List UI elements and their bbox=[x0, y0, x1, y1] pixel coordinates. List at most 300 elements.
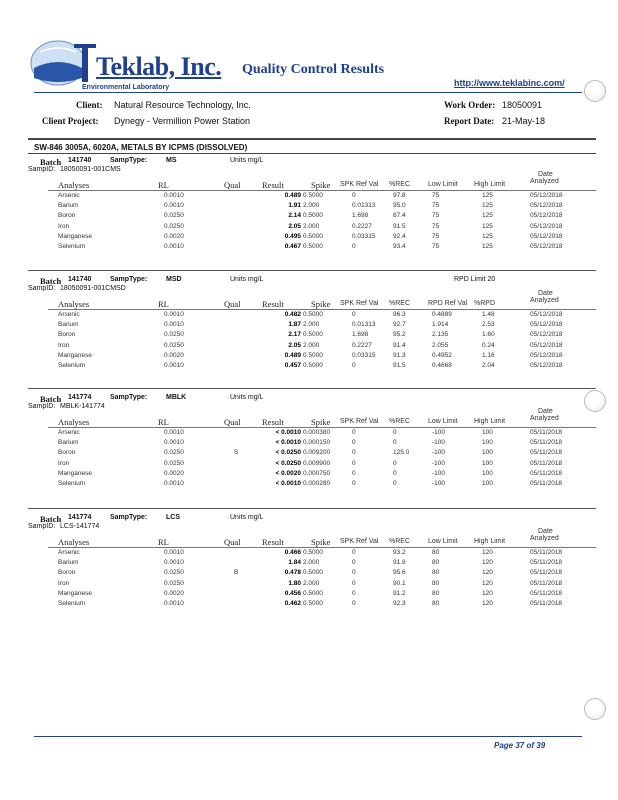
report-date-value: 21-May-18 bbox=[502, 116, 546, 126]
spk-ref-cell: 0.01313 bbox=[352, 202, 376, 210]
column-header: Spike bbox=[311, 180, 331, 190]
spk-ref-cell: 0.01313 bbox=[352, 321, 376, 329]
table-row bbox=[40, 480, 600, 490]
high-cell: 125 bbox=[482, 212, 493, 220]
batch-label: Batch bbox=[40, 514, 62, 524]
column-header: Result bbox=[262, 180, 284, 190]
analyte-cell: Iron bbox=[58, 341, 70, 349]
column-header: High Limit bbox=[474, 538, 506, 545]
table-row bbox=[40, 460, 600, 470]
high-cell: 2.04 bbox=[482, 362, 495, 369]
sampid-label: SampID: bbox=[28, 403, 56, 410]
batch-number: 141740 bbox=[68, 276, 92, 283]
result-cell: 1.80 bbox=[288, 579, 301, 587]
spike-cell: 0.5000 bbox=[303, 192, 323, 199]
spike-cell: 2.000 bbox=[303, 321, 320, 329]
high-cell: 1.48 bbox=[482, 311, 495, 318]
footer-divider bbox=[34, 736, 582, 737]
date-cell: 05/12/2018 bbox=[530, 351, 563, 359]
spike-cell: 0.5000 bbox=[303, 600, 323, 607]
high-cell: 120 bbox=[482, 549, 493, 556]
table-row bbox=[40, 549, 600, 559]
low-cell: -100 bbox=[432, 449, 446, 457]
column-header: Analyses bbox=[58, 180, 90, 190]
rl-cell: 0.0020 bbox=[164, 469, 184, 477]
method-top-rule bbox=[28, 138, 596, 140]
sampid-value: LCS-141774 bbox=[60, 523, 100, 530]
analyte-cell: Manganese bbox=[58, 232, 92, 240]
rl-cell: 0.0020 bbox=[164, 589, 184, 597]
high-cell: 125 bbox=[482, 222, 493, 230]
high-cell: 120 bbox=[482, 559, 493, 567]
rec-cell: 92.7 bbox=[393, 321, 406, 329]
rpd-limit: RPD Limit 20 bbox=[454, 276, 496, 283]
analyte-cell: Boron bbox=[58, 212, 76, 220]
header-rule bbox=[48, 309, 596, 310]
rec-cell: 96.3 bbox=[393, 311, 406, 318]
column-header: Spike bbox=[311, 537, 331, 547]
logo-name: Teklab, Inc. bbox=[96, 52, 222, 81]
spk-ref-cell: 0.03315 bbox=[352, 351, 376, 359]
logo-subtitle: Environmental Laboratory bbox=[82, 84, 170, 91]
spk-ref-cell: 0 bbox=[352, 589, 356, 597]
column-header: RL bbox=[158, 537, 169, 547]
samptype-label: SampType: bbox=[110, 514, 148, 521]
column-header: Result bbox=[262, 537, 284, 547]
column-header: Analyses bbox=[58, 299, 90, 309]
column-header: %REC bbox=[389, 300, 411, 307]
spike-cell: 0.000750 bbox=[303, 469, 331, 477]
samptype-label: SampType: bbox=[110, 394, 148, 401]
date-cell: 05/12/2018 bbox=[530, 321, 563, 329]
column-header: %REC bbox=[389, 538, 411, 545]
samptype-label: SampType: bbox=[110, 276, 148, 283]
table-row bbox=[40, 321, 600, 331]
high-cell: 100 bbox=[482, 469, 493, 477]
rl-cell: 0.0010 bbox=[164, 311, 184, 318]
result-cell: 2.05 bbox=[288, 222, 301, 230]
date-cell: 05/11/2018 bbox=[530, 459, 563, 467]
result-cell: 0.456 bbox=[284, 589, 301, 597]
rl-cell: 0.0020 bbox=[164, 351, 184, 359]
column-header: Qual bbox=[224, 299, 241, 309]
rec-cell: 95.6 bbox=[393, 569, 406, 577]
high-cell: 100 bbox=[482, 480, 493, 487]
low-cell: -100 bbox=[432, 439, 446, 447]
table-row bbox=[40, 192, 600, 202]
analyte-cell: Selenium bbox=[58, 362, 86, 369]
spike-cell: 0.5000 bbox=[303, 569, 323, 577]
report-date-label: Report Date: bbox=[444, 116, 495, 126]
spike-cell: 2.000 bbox=[303, 559, 320, 567]
rl-cell: 0.0010 bbox=[164, 192, 184, 199]
column-header: Analyses bbox=[58, 537, 90, 547]
table-row bbox=[40, 470, 600, 480]
samptype-label: SampType: bbox=[110, 157, 148, 164]
result-cell: 2.17 bbox=[288, 331, 301, 339]
rec-cell: 125.0 bbox=[393, 449, 410, 457]
high-cell: 1.16 bbox=[482, 351, 495, 359]
column-header: Analyzed bbox=[530, 178, 559, 185]
spike-cell: 0.5000 bbox=[303, 549, 323, 556]
spk-ref-cell: 0 bbox=[352, 449, 356, 457]
sampid-value: MBLK-141774 bbox=[60, 403, 105, 410]
batch-number: 141740 bbox=[68, 157, 92, 164]
batch-separator bbox=[28, 508, 596, 509]
batch-number: 141774 bbox=[68, 394, 92, 401]
analyte-cell: Arsenic bbox=[58, 192, 80, 199]
high-cell: 1.60 bbox=[482, 331, 495, 339]
low-cell: -100 bbox=[432, 480, 446, 487]
rl-cell: 0.0010 bbox=[164, 202, 184, 210]
column-header: Low Limit bbox=[428, 181, 458, 188]
result-cell: < 0.0010 bbox=[275, 480, 301, 487]
samptype-value: LCS bbox=[166, 514, 180, 521]
spk-ref-cell: 0 bbox=[352, 469, 356, 477]
table-row bbox=[40, 580, 600, 590]
date-cell: 05/12/2018 bbox=[530, 202, 563, 210]
column-header: SPK Ref Val bbox=[340, 181, 379, 188]
batch-label: Batch bbox=[40, 276, 62, 286]
result-cell: < 0.0250 bbox=[275, 459, 301, 467]
result-cell: 0.478 bbox=[284, 569, 301, 577]
rec-cell: 92.4 bbox=[393, 232, 406, 240]
date-cell: 05/12/2018 bbox=[530, 222, 563, 230]
column-header: SPK Ref Val bbox=[340, 538, 379, 545]
spk-ref-cell: 0 bbox=[352, 439, 356, 447]
sampid-value: 18050091-001CMS bbox=[60, 166, 121, 173]
column-header: Low Limit bbox=[428, 538, 458, 545]
samptype-value: MBLK bbox=[166, 394, 187, 401]
column-header: Analyzed bbox=[530, 415, 559, 422]
method-title: SW-846 3005A, 6020A, METALS BY ICPMS (DISSOLVED) bbox=[34, 143, 248, 152]
rl-cell: 0.0250 bbox=[164, 449, 184, 457]
low-cell: -100 bbox=[432, 429, 446, 436]
method-bottom-rule bbox=[28, 153, 596, 154]
spk-ref-cell: 0 bbox=[352, 579, 356, 587]
low-cell: 2.055 bbox=[432, 341, 449, 349]
rl-cell: 0.0010 bbox=[164, 243, 184, 250]
high-cell: 0.24 bbox=[482, 341, 495, 349]
rl-cell: 0.0010 bbox=[164, 549, 184, 556]
low-cell: 80 bbox=[432, 559, 440, 567]
result-cell: < 0.0010 bbox=[275, 429, 301, 436]
rl-cell: 0.0250 bbox=[164, 222, 184, 230]
table-row bbox=[40, 449, 600, 459]
rl-cell: 0.0010 bbox=[164, 362, 184, 369]
analyte-cell: Iron bbox=[58, 459, 70, 467]
table-row bbox=[40, 569, 600, 579]
spike-cell: 0.000150 bbox=[303, 439, 331, 447]
low-cell: -100 bbox=[432, 469, 446, 477]
spk-ref-cell: 0 bbox=[352, 192, 356, 199]
column-header: RL bbox=[158, 417, 169, 427]
rec-cell: 97.8 bbox=[393, 192, 406, 199]
column-header: High Limit bbox=[474, 181, 506, 188]
sampid-label: SampID: bbox=[28, 285, 56, 292]
spk-ref-cell: 0 bbox=[352, 429, 356, 436]
spk-ref-cell: 0 bbox=[352, 549, 356, 556]
table-row bbox=[40, 212, 600, 222]
high-cell: 125 bbox=[482, 243, 493, 250]
spike-cell: 2.000 bbox=[303, 202, 320, 210]
sampid-label: SampID: bbox=[28, 523, 56, 530]
rec-cell: 0 bbox=[393, 429, 397, 436]
rl-cell: 0.0010 bbox=[164, 429, 184, 436]
analyte-cell: Boron bbox=[58, 569, 76, 577]
rec-cell: 91.5 bbox=[393, 362, 406, 369]
table-row bbox=[40, 439, 600, 449]
batch-block bbox=[28, 394, 600, 510]
date-cell: 05/12/2018 bbox=[530, 362, 563, 369]
teklab-logo-globe-icon bbox=[30, 38, 100, 88]
high-cell: 125 bbox=[482, 202, 493, 210]
rl-cell: 0.0020 bbox=[164, 232, 184, 240]
result-cell: 1.84 bbox=[288, 559, 301, 567]
low-cell: 75 bbox=[432, 232, 440, 240]
column-header: Qual bbox=[224, 180, 241, 190]
rec-cell: 87.4 bbox=[393, 212, 406, 220]
column-header: Spike bbox=[311, 299, 331, 309]
rec-cell: 95.2 bbox=[393, 331, 406, 339]
rec-cell: 0 bbox=[393, 439, 397, 447]
rl-cell: 0.0010 bbox=[164, 439, 184, 447]
low-cell: 75 bbox=[432, 243, 440, 250]
rec-cell: 95.0 bbox=[393, 202, 406, 210]
table-row bbox=[40, 362, 600, 372]
analyte-cell: Iron bbox=[58, 222, 70, 230]
units-label: Units mg/L bbox=[230, 157, 264, 164]
batch-number: 141774 bbox=[68, 514, 92, 521]
spk-ref-cell: 0 bbox=[352, 569, 356, 577]
punch-hole-icon bbox=[584, 390, 606, 412]
low-cell: 75 bbox=[432, 212, 440, 220]
column-header: %REC bbox=[389, 181, 411, 188]
batch-label: Batch bbox=[40, 157, 62, 167]
punch-hole-icon bbox=[584, 80, 606, 102]
column-header: Spike bbox=[311, 417, 331, 427]
table-row bbox=[40, 559, 600, 569]
spike-cell: 0.5000 bbox=[303, 331, 323, 339]
rl-cell: 0.0250 bbox=[164, 341, 184, 349]
date-cell: 05/12/2018 bbox=[530, 341, 563, 349]
analyte-cell: Selenium bbox=[58, 600, 86, 607]
analyte-cell: Manganese bbox=[58, 351, 92, 359]
date-cell: 05/11/2018 bbox=[530, 549, 563, 556]
high-cell: 125 bbox=[482, 192, 493, 199]
analyte-cell: Boron bbox=[58, 449, 76, 457]
column-header: Date bbox=[538, 290, 553, 297]
low-cell: 75 bbox=[432, 192, 440, 199]
column-header: %REC bbox=[389, 418, 411, 425]
date-cell: 05/11/2018 bbox=[530, 579, 563, 587]
result-cell: < 0.0020 bbox=[275, 469, 301, 477]
low-cell: 80 bbox=[432, 549, 440, 556]
low-cell: 75 bbox=[432, 222, 440, 230]
table-row bbox=[40, 600, 600, 610]
spk-ref-cell: 1.698 bbox=[352, 212, 369, 220]
analyte-cell: Iron bbox=[58, 579, 70, 587]
column-header: Analyzed bbox=[530, 535, 559, 542]
low-cell: 80 bbox=[432, 579, 440, 587]
column-header: High Limit bbox=[474, 418, 506, 425]
spike-cell: 0.5000 bbox=[303, 589, 323, 597]
column-header: Date bbox=[538, 171, 553, 178]
table-row bbox=[40, 352, 600, 362]
rl-cell: 0.0250 bbox=[164, 459, 184, 467]
analyte-cell: Arsenic bbox=[58, 311, 80, 318]
spike-cell: 0.5000 bbox=[303, 243, 323, 250]
units-label: Units mg/L bbox=[230, 276, 264, 283]
spk-ref-cell: 0 bbox=[352, 311, 356, 318]
spk-ref-cell: 0 bbox=[352, 600, 356, 607]
date-cell: 05/12/2018 bbox=[530, 212, 563, 220]
analyte-cell: Barium bbox=[58, 559, 79, 567]
table-row bbox=[40, 202, 600, 212]
date-cell: 05/12/2018 bbox=[530, 243, 563, 250]
client-label: Client: bbox=[76, 100, 103, 110]
rl-cell: 0.0250 bbox=[164, 212, 184, 220]
low-cell: 2.135 bbox=[432, 331, 449, 339]
spike-cell: 2.000 bbox=[303, 579, 320, 587]
date-cell: 05/12/2018 bbox=[530, 192, 563, 199]
high-cell: 2.53 bbox=[482, 321, 495, 329]
result-cell: 1.91 bbox=[288, 202, 301, 210]
high-cell: 100 bbox=[482, 459, 493, 467]
analyte-cell: Manganese bbox=[58, 469, 92, 477]
column-header: RL bbox=[158, 180, 169, 190]
table-row bbox=[40, 243, 600, 253]
column-header: %RPD bbox=[474, 300, 496, 307]
qual-cell: S bbox=[234, 449, 239, 457]
batch-separator bbox=[28, 270, 596, 271]
spike-cell: 2.000 bbox=[303, 341, 320, 349]
high-cell: 125 bbox=[482, 232, 493, 240]
rec-cell: 93.2 bbox=[393, 549, 406, 556]
low-cell: -100 bbox=[432, 459, 446, 467]
project-label: Client Project: bbox=[42, 116, 99, 126]
analyte-cell: Barium bbox=[58, 202, 79, 210]
high-cell: 100 bbox=[482, 449, 493, 457]
rec-cell: 92.3 bbox=[393, 600, 406, 607]
result-cell: < 0.0010 bbox=[275, 439, 301, 447]
low-cell: 80 bbox=[432, 589, 440, 597]
date-cell: 05/11/2018 bbox=[530, 569, 563, 577]
rl-cell: 0.0010 bbox=[164, 600, 184, 607]
rl-cell: 0.0010 bbox=[164, 321, 184, 329]
punch-hole-icon bbox=[584, 698, 606, 720]
analyte-cell: Barium bbox=[58, 321, 79, 329]
rec-cell: 91.8 bbox=[393, 559, 406, 567]
spike-cell: 0.5000 bbox=[303, 212, 323, 220]
batch-block bbox=[28, 276, 600, 392]
date-cell: 05/12/2018 bbox=[530, 232, 563, 240]
column-header: RL bbox=[158, 299, 169, 309]
analyte-cell: Boron bbox=[58, 331, 76, 339]
page-title: Quality Control Results bbox=[242, 62, 385, 77]
rl-cell: 0.0010 bbox=[164, 480, 184, 487]
high-cell: 100 bbox=[482, 429, 493, 436]
website-link[interactable]: http://www.teklabinc.com/ bbox=[454, 78, 565, 88]
column-header: Qual bbox=[224, 537, 241, 547]
result-cell: 0.467 bbox=[284, 243, 301, 250]
spike-cell: 0.009200 bbox=[303, 449, 331, 457]
result-cell: 0.457 bbox=[284, 362, 301, 369]
result-cell: 2.14 bbox=[288, 212, 301, 220]
high-cell: 120 bbox=[482, 579, 493, 587]
sampid-value: 18050091-001CMSD bbox=[60, 285, 126, 292]
rec-cell: 91.5 bbox=[393, 222, 406, 230]
rec-cell: 0 bbox=[393, 459, 397, 467]
analyte-cell: Arsenic bbox=[58, 549, 80, 556]
spk-ref-cell: 0 bbox=[352, 459, 356, 467]
spike-cell: 0.000380 bbox=[303, 429, 331, 436]
units-label: Units mg/L bbox=[230, 514, 264, 521]
result-cell: 0.466 bbox=[284, 549, 301, 556]
spk-ref-cell: 0.2227 bbox=[352, 222, 372, 230]
rec-cell: 91.3 bbox=[393, 351, 406, 359]
table-row bbox=[40, 311, 600, 321]
high-cell: 100 bbox=[482, 439, 493, 447]
samptype-value: MSD bbox=[166, 276, 182, 283]
header-rule bbox=[48, 427, 596, 428]
spike-cell: 2.000 bbox=[303, 222, 320, 230]
table-row bbox=[40, 590, 600, 600]
header-divider bbox=[34, 92, 582, 93]
result-cell: 1.87 bbox=[288, 321, 301, 329]
column-header: Result bbox=[262, 417, 284, 427]
analyte-cell: Manganese bbox=[58, 589, 92, 597]
rec-cell: 93.4 bbox=[393, 243, 406, 250]
rec-cell: 90.1 bbox=[393, 579, 406, 587]
batch-separator bbox=[28, 388, 596, 389]
batch-label: Batch bbox=[40, 394, 62, 404]
rec-cell: 0 bbox=[393, 480, 397, 487]
low-cell: 0.4668 bbox=[432, 362, 452, 369]
column-header: Analyzed bbox=[530, 297, 559, 304]
header-rule bbox=[48, 547, 596, 548]
rl-cell: 0.0250 bbox=[164, 569, 184, 577]
date-cell: 05/11/2018 bbox=[530, 439, 563, 447]
spike-cell: 0.5000 bbox=[303, 311, 323, 318]
low-cell: 75 bbox=[432, 202, 440, 210]
rl-cell: 0.0010 bbox=[164, 559, 184, 567]
analyte-cell: Selenium bbox=[58, 480, 86, 487]
date-cell: 05/12/2018 bbox=[530, 331, 563, 339]
column-header: Analyses bbox=[58, 417, 90, 427]
column-header: Date bbox=[538, 528, 553, 535]
rl-cell: 0.0250 bbox=[164, 331, 184, 339]
qual-cell: B bbox=[234, 569, 239, 577]
project-value: Dynegy - Vermillion Power Station bbox=[114, 116, 251, 126]
spk-ref-cell: 0 bbox=[352, 243, 356, 250]
date-cell: 05/11/2018 bbox=[530, 429, 563, 436]
result-cell: 0.495 bbox=[284, 232, 301, 240]
spk-ref-cell: 0 bbox=[352, 362, 356, 369]
analyte-cell: Selenium bbox=[58, 243, 86, 250]
date-cell: 05/12/2018 bbox=[530, 311, 563, 318]
header-rule bbox=[48, 190, 596, 191]
spike-cell: 0.5000 bbox=[303, 362, 323, 369]
spike-cell: 0.5000 bbox=[303, 232, 323, 240]
spike-cell: 0.009900 bbox=[303, 459, 331, 467]
table-row bbox=[40, 331, 600, 341]
page-number: Page 37 of 39 bbox=[494, 741, 546, 750]
column-header: Low Limit bbox=[428, 418, 458, 425]
column-header: SPK Ref Val bbox=[340, 300, 379, 307]
date-cell: 05/11/2018 bbox=[530, 600, 563, 607]
low-cell: 0.4889 bbox=[432, 311, 452, 318]
